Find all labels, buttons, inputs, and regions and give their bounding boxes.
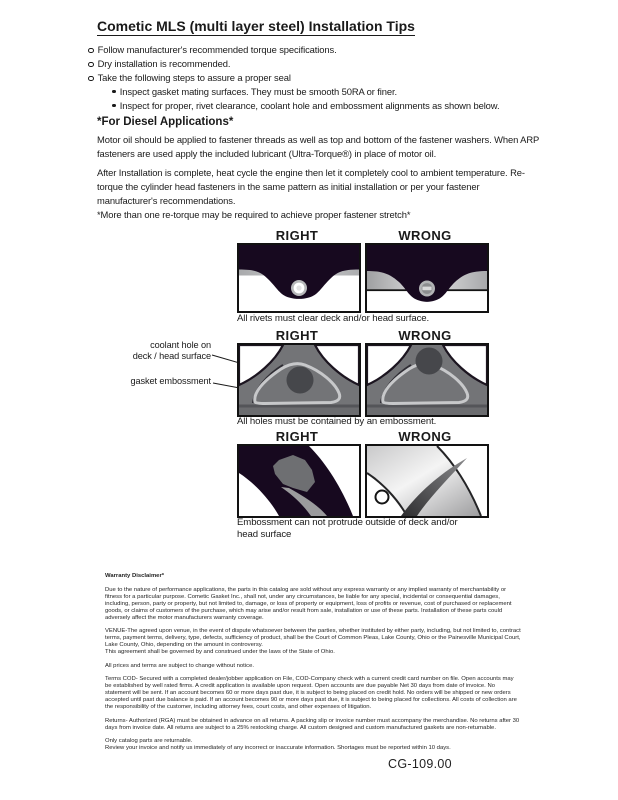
filled-bullet-icon [112,104,116,108]
open-bullet-icon [88,48,94,54]
rivet-right-drawing [239,245,359,311]
tip-text: Inspect for proper, rivet clearance, coolant hole and embossment alignments as shown below. [119,100,500,111]
rivet-wrong-diagram [365,243,489,313]
disclaimer-paragraph: Returns- Authorized (RGA) must be obtained in advance on all returns. A packing slip or invoice number must accompany the merchandise. No returns after 30 days from invoice date. All returns are subject to a 25% restocking charge. All custom designed and custom manufactured gaskets are non-returnable. [105,717,520,731]
annotation-line: coolant hole on [150,340,211,350]
disclaimer-paragraph: Review your invoice and notify us immediately of any incorrect or inaccurate information. Shortages must be reported within 10 days. [105,745,451,751]
right-label: RIGHT [275,328,319,343]
coolant-hole-outside [416,348,443,375]
lower-edge-line [367,405,487,408]
disclaimer-heading: Warranty Disclaimer* [105,573,165,579]
embossment-right-drawing [239,345,359,415]
disclaimer-paragraph: Terms COD- Secured with a completed dealer/jobber application on File, COD-Company check with a current credit card number on file. Open accounts may be established by well rated firms. A credit application is available upon request. Open accounts are due payable Net 30 days from date of invoice. No statement will be sent. If an account becomes 60 or more days past due, it is subject to being placed on credit hold. No orders will be shipped or new orders accepted until past due balance is paid. If an account becomes 90 or more days past due, it is subject to being placed for collections. All costs of collection are the responsibility of the customer, including attorney fees, court costs, and other expenses of litigation. [105,676,517,710]
bolt-hole [376,491,389,504]
disclaimer-paragraph: Only catalog parts are returnable. [105,738,193,744]
protrusion-right-diagram [237,444,361,518]
page-code: CG-109.00 [388,757,452,771]
annotation-line: deck / head surface [132,351,211,361]
protrusion-wrong-drawing [367,446,487,516]
embossment-wrong-diagram [365,343,489,417]
disclaimer-paragraph: All prices and terms are subject to change without notice. [105,662,254,669]
list-item [88,43,538,57]
embossment-right-diagram [237,343,361,417]
wrong-label: WRONG [398,228,452,243]
diagram-caption: All holes must be contained by an embossment. [237,416,437,427]
wrong-label: WRONG [398,429,452,444]
open-bullet-icon [88,62,94,68]
protrusion-wrong-diagram [365,444,489,518]
rivet-icon [291,280,307,296]
tip-text: Dry installation is recommended. [97,58,231,69]
disclaimer-paragraph: This agreement shall be governed by and construed under the laws of the State of Ohio. [105,649,335,655]
filled-bullet-icon [112,90,116,94]
diesel-paragraph: Motor oil should be applied to fastener threads as well as top and bottom of the fastener washers. When ARP fasteners are used apply the included lubricant (Ultra-Torque®) in place of motor oil. [97,134,539,159]
rivet-icon [419,281,435,297]
lower-edge-band [239,408,359,416]
gasket-embossment-annotation: gasket embossment [130,376,211,386]
list-item [112,85,538,99]
installation-tips-list [88,43,538,113]
warranty-disclaimer [105,573,521,752]
open-bullet-icon [88,76,94,82]
tip-text: Take the following steps to assure a proper seal [97,72,291,83]
tip-text: Inspect gasket mating surfaces. They must be smooth 50RA or finer. [119,86,398,97]
list-item [88,57,538,71]
protrusion-right-drawing [239,446,359,516]
lower-edge-band [367,408,487,416]
embossment-wrong-drawing [367,345,487,415]
right-label: RIGHT [275,429,319,444]
wrong-label: WRONG [398,328,452,343]
rivet-wrong-drawing [367,245,487,311]
page-title: Cometic MLS (multi layer steel) Installation Tips [97,18,415,34]
bolt-hole [247,490,261,504]
rivet-right-diagram [237,243,361,313]
coolant-hole [287,367,314,394]
tip-text: Follow manufacturer's recommended torque specifications. [97,44,337,55]
diagram-caption: All rivets must clear deck and/or head surface. [237,313,430,324]
list-item [88,71,538,85]
diagram-caption: Embossment can not protrude outside of deck and/or head surface [237,517,458,540]
coolant-hole-annotation [105,340,211,362]
lower-edge-line [239,405,359,408]
diesel-paragraph: After Installation is complete, heat cycle the engine then let it completely cool to ambient temperature. Re-torque the cylinder head fasteners in the same pattern as initial installation or per your fastener manufacturer's recommendations. [97,167,525,206]
list-item [112,99,538,113]
retorque-note: *More than one re-torque may be required to achieve proper fastener stretch* [97,209,411,220]
disclaimer-paragraph: VENUE-The agreed upon venue, in the event of dispute whatsoever between the parties, whether instituted by either party, including, but not limited to, contract terms, payment terms, delivery, type, defects, sufficiency of product, shall be the Court of Common Pleas, Lake County, Ohio or the Painesville Municipal Court, Lake County, Ohio, depending on the amount in controversy. [105,628,521,648]
right-label: RIGHT [275,228,319,243]
diesel-applications-heading: *For Diesel Applications* [97,116,234,128]
disclaimer-paragraph: Due to the nature of performance applications, the parts in this catalog are sold without any express warranty or any implied warranty of merchantability or fitness for a particular purpose. Cometic Gasket Inc., shall not, under any circumstances, be liable for any special, incidental or consequential damages, including, person, party or property, but not limited to, damage, or loss of property or equipment, loss of profits or revenue, cost of purchased or replacement goods, or claims of customers of the purchase, which may arise and/or result from sale, installation or use of these parts. Installation of these parts could adversely affect the motor manufacturers warranty coverage. [105,586,512,621]
